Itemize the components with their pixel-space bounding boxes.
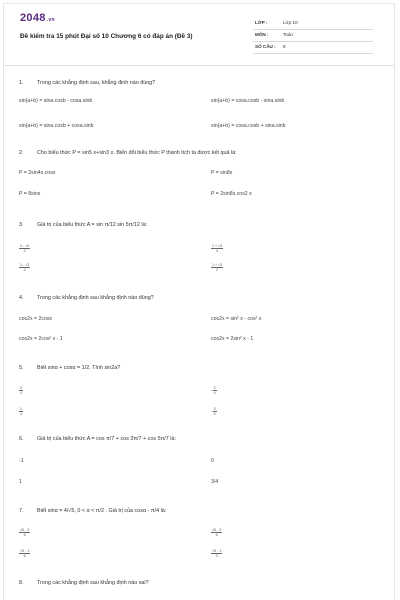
fraction: $\frac{1 - √3}{4}$ (20, 263, 30, 272)
page-header (20, 12, 380, 49)
question-7 (19, 508, 379, 558)
question-body: Trong các khẳng định sau khẳng định nào đúng? (37, 295, 154, 301)
fraction: $\frac{1 - √3}{2}$ (20, 244, 30, 253)
meta-value: Lớp 10 (283, 20, 298, 25)
question-8 (19, 580, 379, 586)
answer-text: cos2x = 2sin² x - 1 (211, 336, 254, 342)
question-body: Giá trị của biểu thức A = sin π/12 sin 5π/12 là: (37, 222, 148, 228)
question-text (19, 222, 379, 228)
question-4 (19, 295, 379, 342)
logo-suffix: .vn (46, 17, 55, 23)
answer-option[interactable] (211, 549, 222, 558)
logo-text: 2048 (20, 12, 46, 24)
answer-option[interactable]: - $\frac{3}{4}$ (211, 407, 216, 416)
fraction: $\frac{√5 - 1}{6}$ (20, 549, 30, 558)
answer-option[interactable] (19, 244, 30, 253)
answer-text: sin(a+b) = sina.cosb + cosa.sinb (19, 123, 94, 129)
meta-value: 8 (283, 44, 286, 49)
question-number: 7. (19, 508, 24, 514)
page-title: Đề kiểm tra 15 phút Đại số 10 Chương 6 có đáp án (Đề 3) (20, 33, 193, 40)
question-number: 1. (19, 80, 24, 86)
question-2 (19, 150, 379, 197)
answer-text: P = sin8x (211, 170, 233, 176)
fraction: $\frac{3}{4}$ (20, 386, 22, 395)
fraction: $\frac{1 + √3}{2}$ (212, 263, 223, 272)
fraction: $\frac{√5 - 3}{6}$ (212, 528, 222, 537)
question-number: 6. (19, 436, 24, 442)
question-text (19, 80, 379, 86)
meta-label: LỚP : (255, 20, 268, 25)
question-body: Giá trị của biểu thức A = cos π/7 + cos 3π/7 + cos 5π/7 là: (37, 436, 176, 442)
fraction: $\frac{3}{4}$ (213, 407, 216, 416)
question-number: 5. (19, 365, 24, 371)
answer-text: sin(a+b) = sina.cosb - cosa.sinb (19, 98, 93, 104)
answer-option[interactable] (211, 244, 223, 253)
answer-option[interactable] (211, 316, 261, 322)
question-number: 8. (19, 580, 24, 586)
answer-option[interactable] (211, 458, 214, 464)
answer-option[interactable] (211, 263, 223, 272)
meta-label: SỐ CÂU : (255, 44, 276, 49)
answer-text: cos2x = 2cosx (19, 316, 53, 322)
answer-text: 1 (19, 479, 22, 485)
answer-option[interactable] (19, 123, 94, 129)
meta-table (253, 18, 373, 54)
answer-text: 3/4 (211, 479, 219, 485)
question-number: 3. (19, 222, 24, 228)
answer-text: -1 (19, 458, 24, 464)
question-body: Trong các khẳng định sau, khẳng định nào đúng? (37, 80, 156, 86)
answer-option[interactable] (211, 98, 284, 104)
question-3 (19, 222, 379, 272)
question-text (19, 436, 379, 442)
fraction: $\frac{1 + √3}{4}$ (212, 244, 223, 253)
answer-option[interactable] (19, 528, 30, 537)
question-number: 2. (19, 150, 24, 156)
question-text (19, 580, 379, 586)
answer-text: 0 (211, 458, 214, 464)
question-body: Cho biểu thức P = sin5 x+sin3 x. Biến đổi biểu thức P thành tích ta được kết quả là: (37, 150, 237, 156)
answer-option[interactable] (211, 191, 252, 197)
answer-option[interactable] (211, 336, 253, 342)
answer-text: P = 8sinx (19, 191, 41, 197)
answer-option[interactable] (211, 170, 232, 176)
meta-row-subject (253, 30, 373, 42)
answer-text: cos2x = 2cos² x - 1 (19, 336, 63, 342)
answer-option[interactable] (19, 386, 23, 395)
question-6 (19, 436, 379, 485)
header-divider (3, 65, 395, 66)
answer-option[interactable] (19, 98, 92, 104)
question-text (19, 508, 379, 514)
fraction: $\frac{√5 - 1}{3}$ (212, 549, 222, 558)
question-text (19, 295, 379, 301)
question-body: Biết sinα = 4/√5, 0 < α < π/2 . Giá trị của cosα - π/4 là: (37, 508, 167, 514)
answer-text: cos2x = sin² x - cos² x (211, 316, 262, 322)
meta-label: MÔN : (255, 32, 269, 37)
answer-option[interactable] (19, 458, 24, 464)
answer-text: sin(a+b) = cosa.cosb - sina.sinb (211, 98, 285, 104)
fraction: $\frac{1}{4}$ (20, 407, 22, 416)
fraction: $\frac{√5 - 3}{6}$ (20, 528, 30, 537)
answer-text: P = 2sin4x.cosx (19, 170, 56, 176)
answer-option[interactable] (19, 263, 30, 272)
question-5 (19, 365, 379, 416)
question-text (19, 150, 379, 156)
answer-option[interactable] (19, 407, 23, 416)
answer-text: sin(a+b) = cosa.cosb + sina.sinb (211, 123, 286, 129)
answer-text: P = 2sin8x.cos2 x (211, 191, 252, 197)
question-body: Biết sinα + cosα = 1/2. Tính sin2a? (37, 365, 121, 371)
question-body: Trong các khẳng định sau khẳng định nào sai? (37, 580, 149, 586)
answer-option[interactable]: - $\frac{3}{4}$ (211, 386, 216, 395)
fraction: $\frac{3}{4}$ (213, 386, 216, 395)
meta-row-count (253, 42, 373, 54)
meta-row-class (253, 18, 373, 30)
answer-option[interactable] (19, 191, 40, 197)
question-number: 4. (19, 295, 24, 301)
meta-value: Toán (283, 32, 293, 37)
answer-option[interactable] (19, 479, 22, 485)
answer-option[interactable] (211, 479, 218, 485)
answer-option[interactable] (19, 316, 52, 322)
question-1 (19, 80, 379, 129)
answer-option[interactable] (19, 549, 30, 558)
answer-option[interactable] (19, 336, 63, 342)
answer-option[interactable] (19, 170, 55, 176)
answer-option[interactable] (211, 528, 222, 537)
question-text (19, 365, 379, 371)
answer-option[interactable] (211, 123, 286, 129)
